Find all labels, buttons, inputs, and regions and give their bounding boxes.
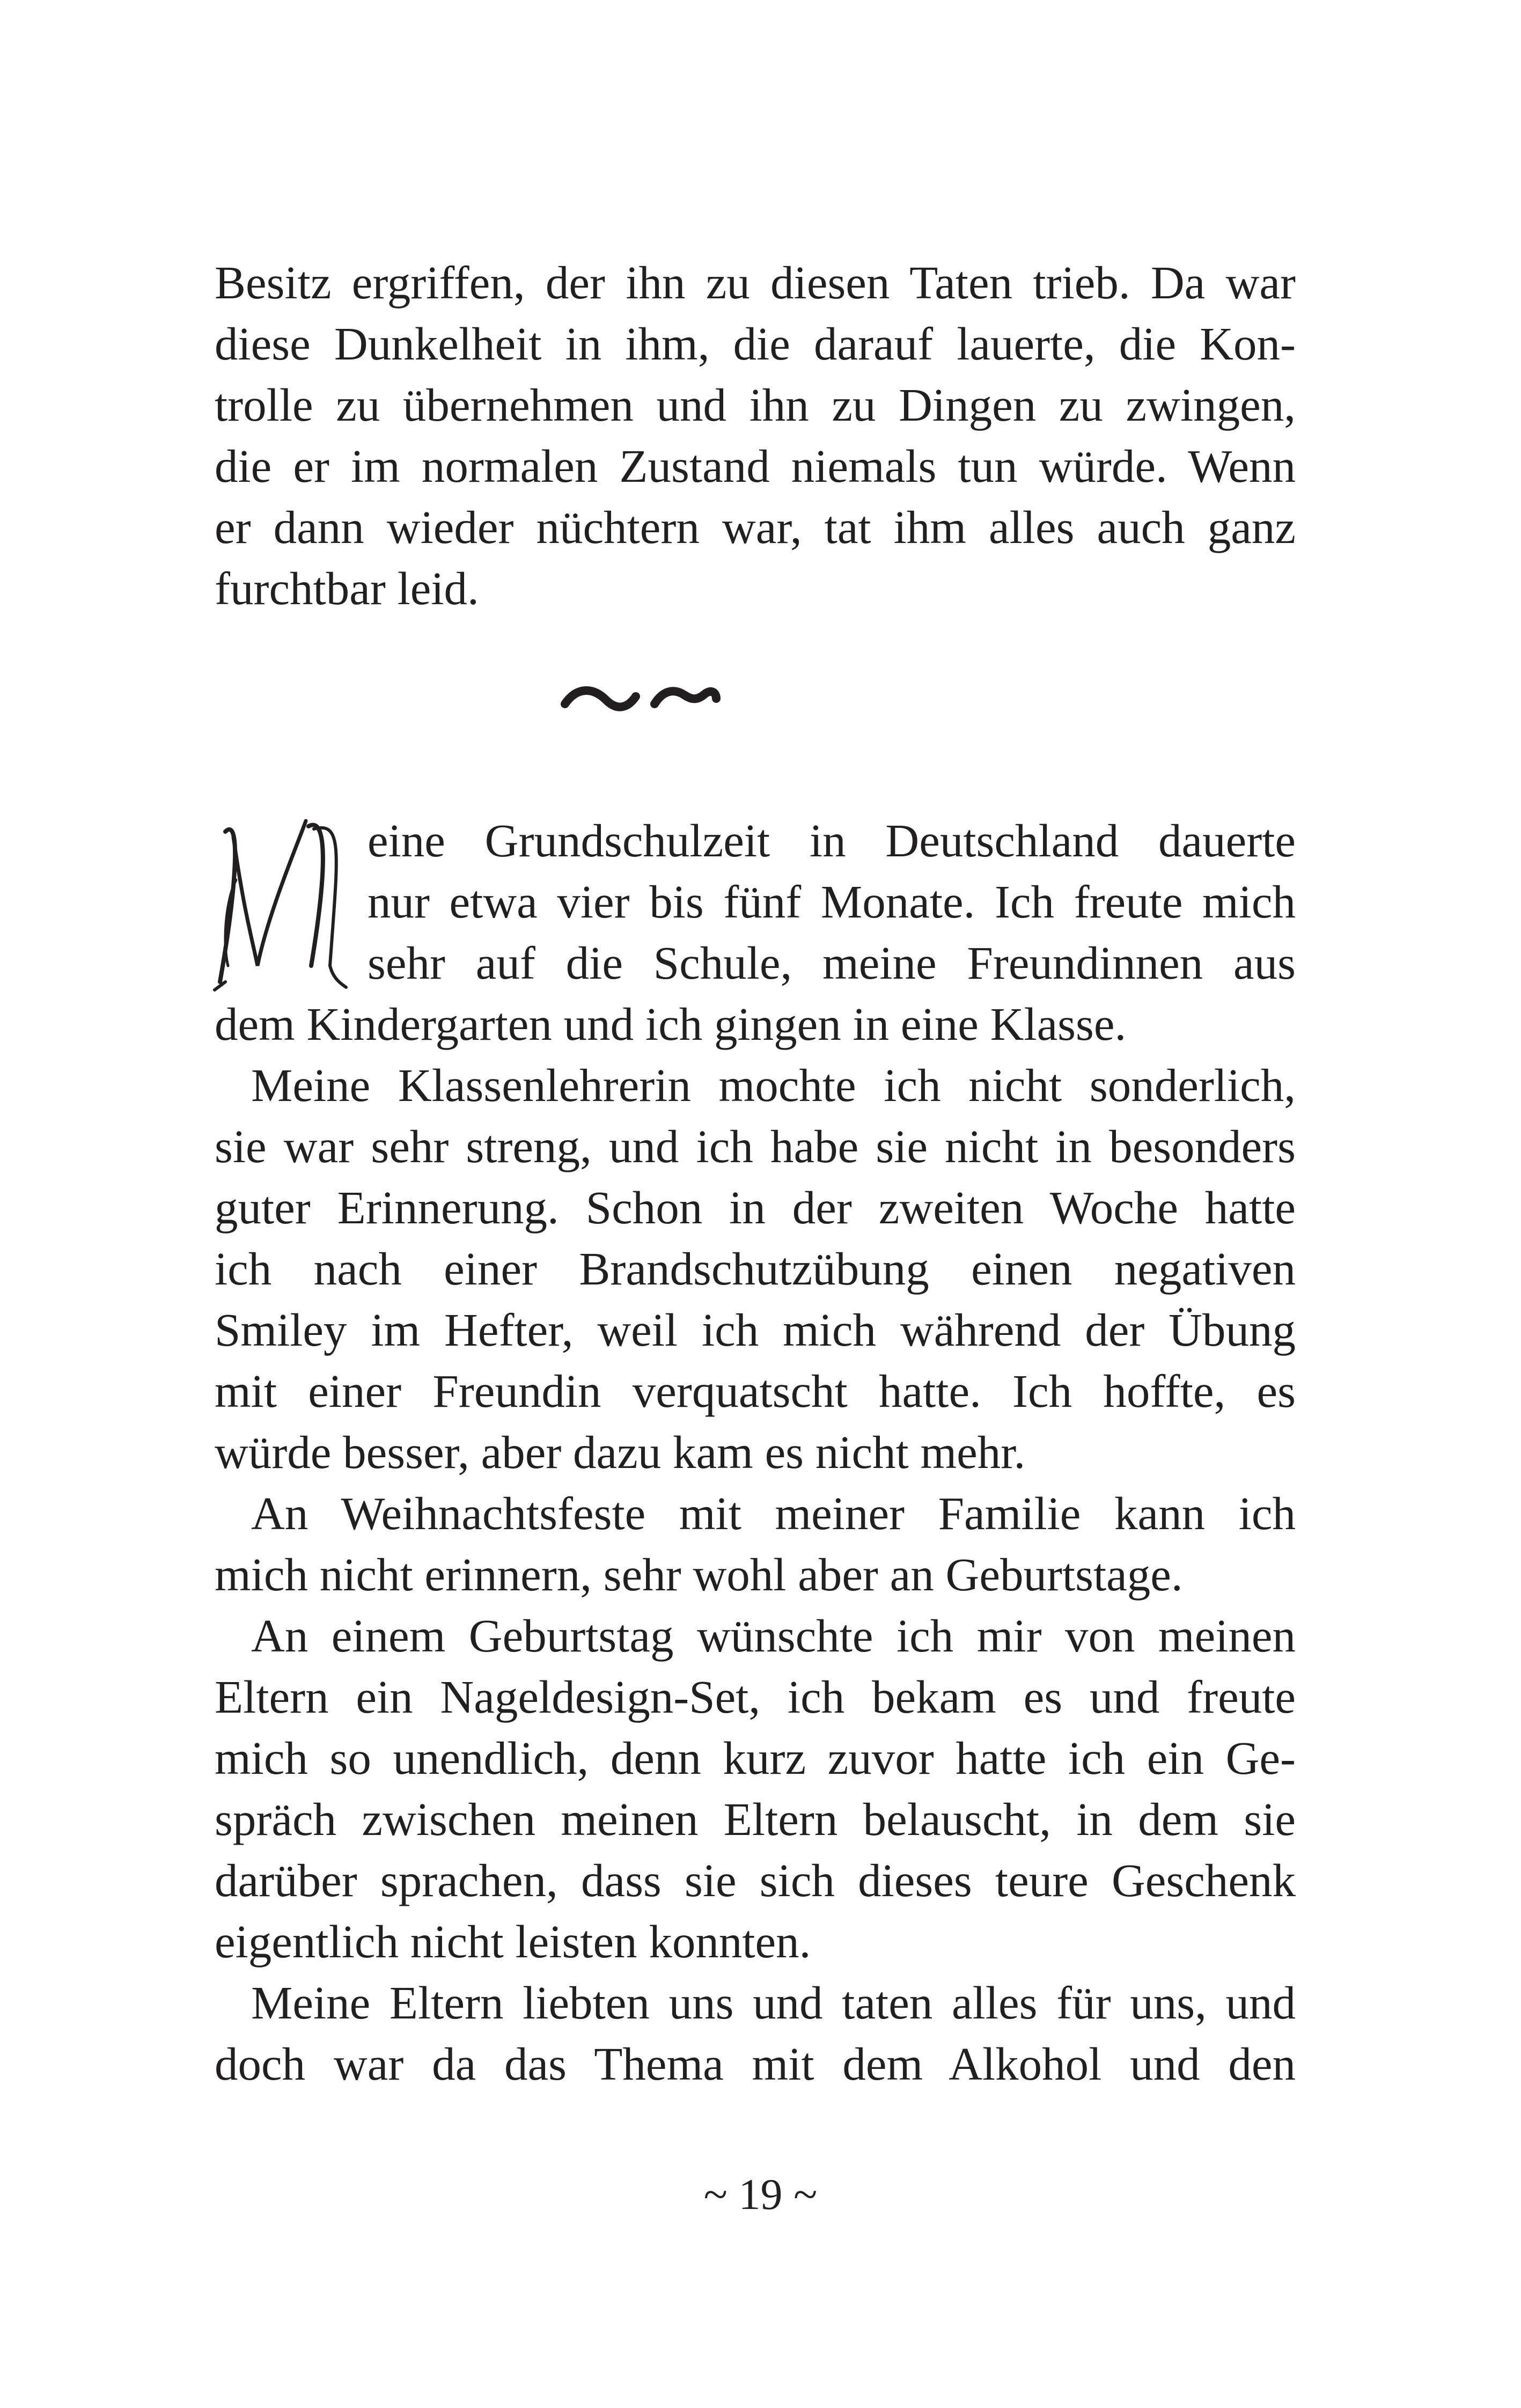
text-line: Besitz ergriffen, der ihn zu diesen Taten trieb. Da war: [215, 256, 1296, 309]
paragraph-continued: [215, 252, 1296, 619]
text-line: mit einer Freundin verquatscht hatte. Ich hoffte, es: [215, 1365, 1296, 1417]
text-line: Smiley im Hefter, weil ich mich während der Übung: [215, 1304, 1296, 1356]
text-line: An einem Geburtstag wünschte ich mir von meinen: [251, 1610, 1296, 1662]
text-line: guter Erinnerung. Schon in der zweiten Woche hatte: [215, 1181, 1296, 1234]
text-line: die er im normalen Zustand niemals tun würde. Wenn: [215, 440, 1296, 492]
text-line: eine Grundschulzeit in Deutschland dauerte: [368, 814, 1296, 867]
text-line: doch war da das Thema mit dem Alkohol und den: [215, 2038, 1296, 2090]
text-line: An Weihnachtsfeste mit meiner Familie kann ich: [251, 1487, 1296, 1539]
text-line: dem Kindergarten und ich gingen in eine Klasse.: [215, 998, 1127, 1050]
text-line: diese Dunkelheit in ihm, die darauf lauerte, die Kon-: [215, 318, 1296, 370]
text-line: eigentlich nicht leisten konnten.: [215, 1915, 811, 1967]
text-line: nur etwa vier bis fünf Monate. Ich freute mich: [368, 876, 1296, 928]
text-line: Eltern ein Nageldesign-Set, ich bekam es und freute: [215, 1671, 1296, 1723]
text-line: spräch zwischen meinen Eltern belauscht, in dem sie: [215, 1793, 1296, 1845]
text-line: sehr auf die Schule, meine Freundinnen aus: [368, 937, 1296, 989]
text-line: sie war sehr streng, und ich habe sie nicht in besonders: [215, 1120, 1296, 1172]
text-line: Meine Klassenlehrerin mochte ich nicht sonderlich,: [251, 1059, 1296, 1111]
paragraphs-main: [215, 810, 1296, 2095]
text-line: würde besser, aber dazu kam es nicht mehr.: [215, 1426, 1026, 1478]
text-line: furchtbar leid.: [215, 562, 479, 614]
text-line: ich nach einer Brandschutzübung einen negativen: [215, 1243, 1296, 1295]
text-line: trolle zu übernehmen und ihn zu Dingen zu zwingen,: [215, 379, 1296, 431]
text-line: mich nicht erinnern, sehr wohl aber an Geburtstage.: [215, 1548, 1183, 1601]
text-line: darüber sprachen, dass sie sich dieses teure Geschenk: [215, 1854, 1296, 1906]
page-number: ~ 19 ~: [703, 2170, 818, 2219]
text-line: er dann wieder nüchtern war, tat ihm alles auch ganz: [215, 501, 1296, 553]
text-line: Meine Eltern liebten uns und taten alles für uns, und: [251, 1977, 1296, 2029]
text-line: mich so unendlich, denn kurz zuvor hatte ich ein Ge-: [215, 1732, 1296, 1784]
tilde-ornament-icon: [555, 671, 727, 724]
